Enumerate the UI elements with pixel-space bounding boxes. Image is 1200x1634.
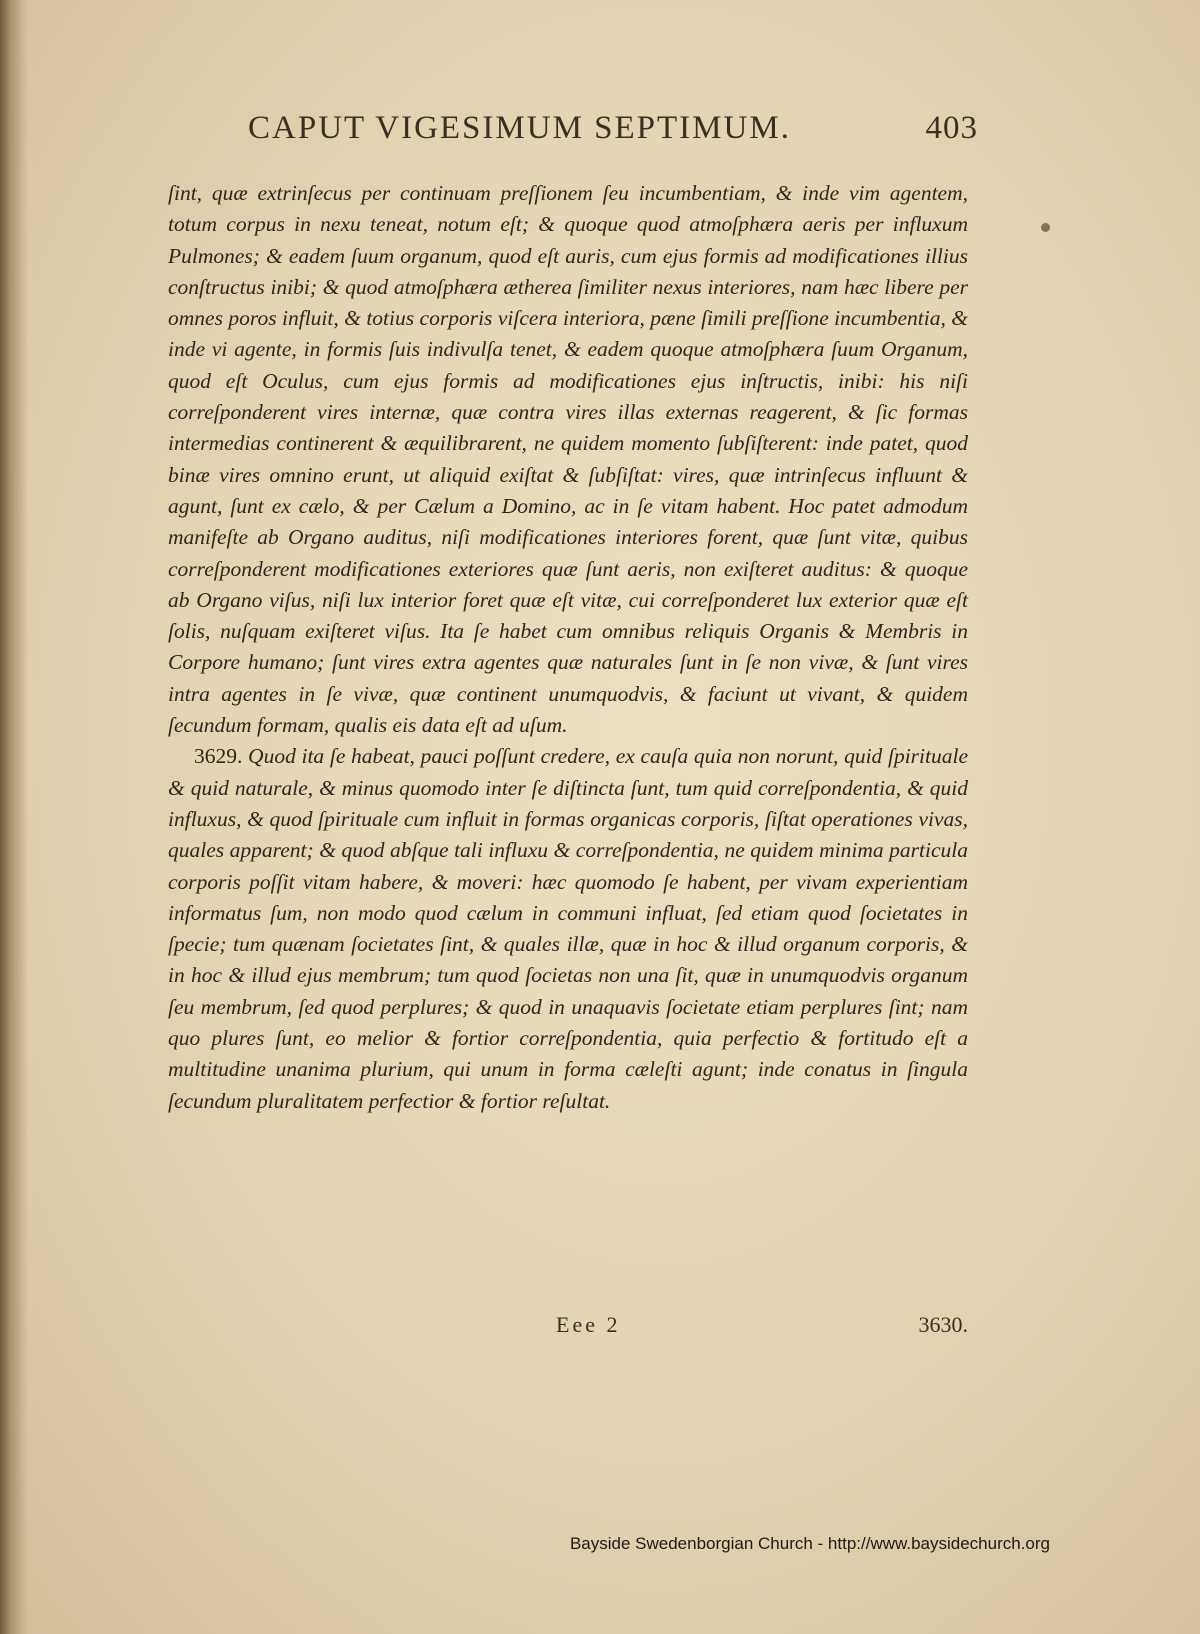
page-number: 403 [925,110,978,146]
paragraph-number: 3629. [194,744,243,769]
watermark-credit: Bayside Swedenborgian Church - http://www.baysidechurch.org [569,1534,1050,1553]
ink-speck [1041,223,1050,232]
body-text [168,178,968,1117]
spine-shadow [0,0,28,1634]
paragraph-text: Quod ita ſe habeat, pauci poſſunt credere, ex cauſa quia non norunt, quid ſpirituale & quid naturale, & minus quomodo inter ſe diſtincta ſunt, tum quid correſpondentia, & quid influxus, & quod ſpirituale cum influit in formas organicas corporis, ſiſtat operationes vivas, quales apparent; & quod abſque tali influxu & correſpondentia, ne quidem minima particula corporis poſſit vitam habere, & moveri: hæc quomodo ſe habent, per vivam experientiam informatus ſum, non modo quod cælum in communi influat, ſed etiam quod ſocietates in ſpecie; tum quænam ſocietates ſint, & quales illæ, quæ in hoc & illud organum corporis, & in hoc & illud ejus membrum; tum quod ſocietas non una ſit, quæ in unumquodvis organum ſeu membrum, ſed quod perplures; & quod in unaquavis ſocietate etiam perplures ſint; nam quo plures ſunt, eo melior & fortior correſpondentia, quia perfectio & fortitudo eſt a multitudine unanima plurium, qui unum in forma cæleſti agunt; inde conatus in ſingula ſecundum pluralitatem perfectior & fortior reſultat. [168,744,968,1113]
signature-mark: Eee 2 [556,1312,621,1337]
page-header [248,110,978,160]
running-head: CAPUT VIGESIMUM SEPTIMUM. [248,110,791,146]
paragraph-3629 [168,741,968,1117]
catchword: 3630. [918,1312,968,1337]
paragraph-continued: ſint, quæ extrinſecus per continuam preſſionem ſeu incumbentiam, & inde vim agentem, totum corpus in nexu teneat, notum eſt; & quoque quod atmoſphæra aeris per influxum Pulmones; & eadem ſuum organum, quod eſt auris, cum ejus formis ad modificationes illius conſtructus inibi; & quod atmoſphæra ætherea ſimiliter nexus interiores, nam hæc libere per omnes poros influit, & totius corporis viſcera interiora, pæne ſimili preſſione incumbentia, & inde vi agente, in formis ſuis indivulſa tenet, & eadem quoque atmoſphæra ſuum Organum, quod eſt Oculus, cum ejus formis ad modificationes ejus inſtructis, inibi: his niſi correſponderent vires internæ, quæ contra vires illas externas reagerent, & ſic formas intermedias continerent & æquilibrarent, ne quidem momento ſubſiſterent: inde patet, quod binæ vires omnino erunt, ut aliquid exiſtat & ſubſiſtat: vires, quæ intrinſecus influunt & agunt, ſunt ex cælo, & per Cælum a Domino, ac in ſe vitam habent. Hoc patet admodum manifeſte ab Organo auditus, niſi modificationes interiores forent, quæ ſunt vitæ, quibus correſponderent modificationes exteriores quæ ſunt aeris, non exiſteret auditus: & quoque ab Organo viſus, niſi lux interior foret quæ eſt vitæ, cui correſponderet lux exterior quæ eſt ſolis, nuſquam exiſteret viſus. Ita ſe habet cum omnibus reliquis Organis & Membris in Corpore humano; ſunt vires extra agentes quæ naturales ſunt in ſe non vivæ, & ſunt vires intra agentes in ſe vivæ, quæ continent unumquodvis, & faciunt ut vivant, & quidem ſecundum formam, qualis eis data eſt ad uſum. [168,181,968,738]
